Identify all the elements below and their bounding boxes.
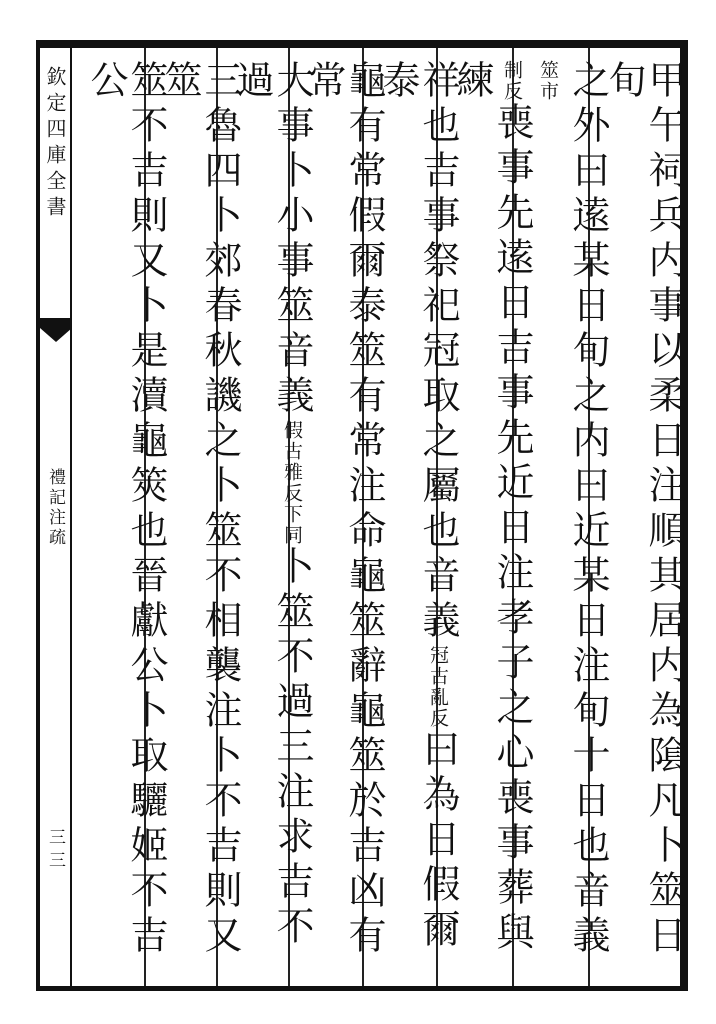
column-text: 三魯四卜郊春秋譏之卜筮不相襲注卜不吉則又筮: [158, 60, 242, 960]
column-text: 之外曰逺某日旬之内曰近某日注旬十日也音義: [566, 60, 610, 960]
fishtail-mark-icon: [40, 318, 72, 342]
column-text: 祥也吉事祭祀冠取之屬也音義: [416, 60, 460, 645]
book-title: 禮記注疏: [45, 468, 65, 548]
commentary-note: 筮市: [537, 60, 559, 102]
column-text: 龜有常假爾泰筮有常注命龜筮辭龜筮於吉凶有常: [302, 60, 386, 960]
column-text: 卜筮不過三注求吉不過: [230, 60, 314, 951]
column-text: 曰為日假爾泰: [376, 60, 460, 954]
page-number: 三三: [45, 828, 65, 874]
text-column-5: [304, 60, 384, 980]
column-text: 筮不吉則又卜是瀆龜筴也晉獻公卜取驪姬不吉公: [84, 60, 168, 960]
commentary-note: 制反: [501, 60, 523, 102]
top-border-rule: [36, 40, 688, 48]
commentary-note: 假古雅反下同: [281, 420, 303, 546]
text-column-3: [452, 60, 532, 980]
column-text: 喪事先逺日吉事先近日注孝子之心喪事葬與練: [450, 60, 534, 957]
text-column-2: [528, 60, 608, 980]
column-text: 甲午祠兵内事以柔日注順其居内為隂凡卜筮日旬: [602, 60, 686, 960]
collection-title: 欽定四庫全書: [43, 66, 67, 222]
text-column-7: [160, 60, 240, 980]
text-column-8: [86, 60, 166, 980]
text-column-6: [232, 60, 312, 980]
commentary-note: 冠古亂反: [427, 645, 449, 729]
page-gutter: [40, 48, 72, 986]
text-column-4: [378, 60, 458, 980]
text-column-1: [604, 60, 684, 980]
bottom-border-rule: [36, 986, 688, 991]
column-text: 大事卜小事筮音義: [270, 60, 314, 420]
